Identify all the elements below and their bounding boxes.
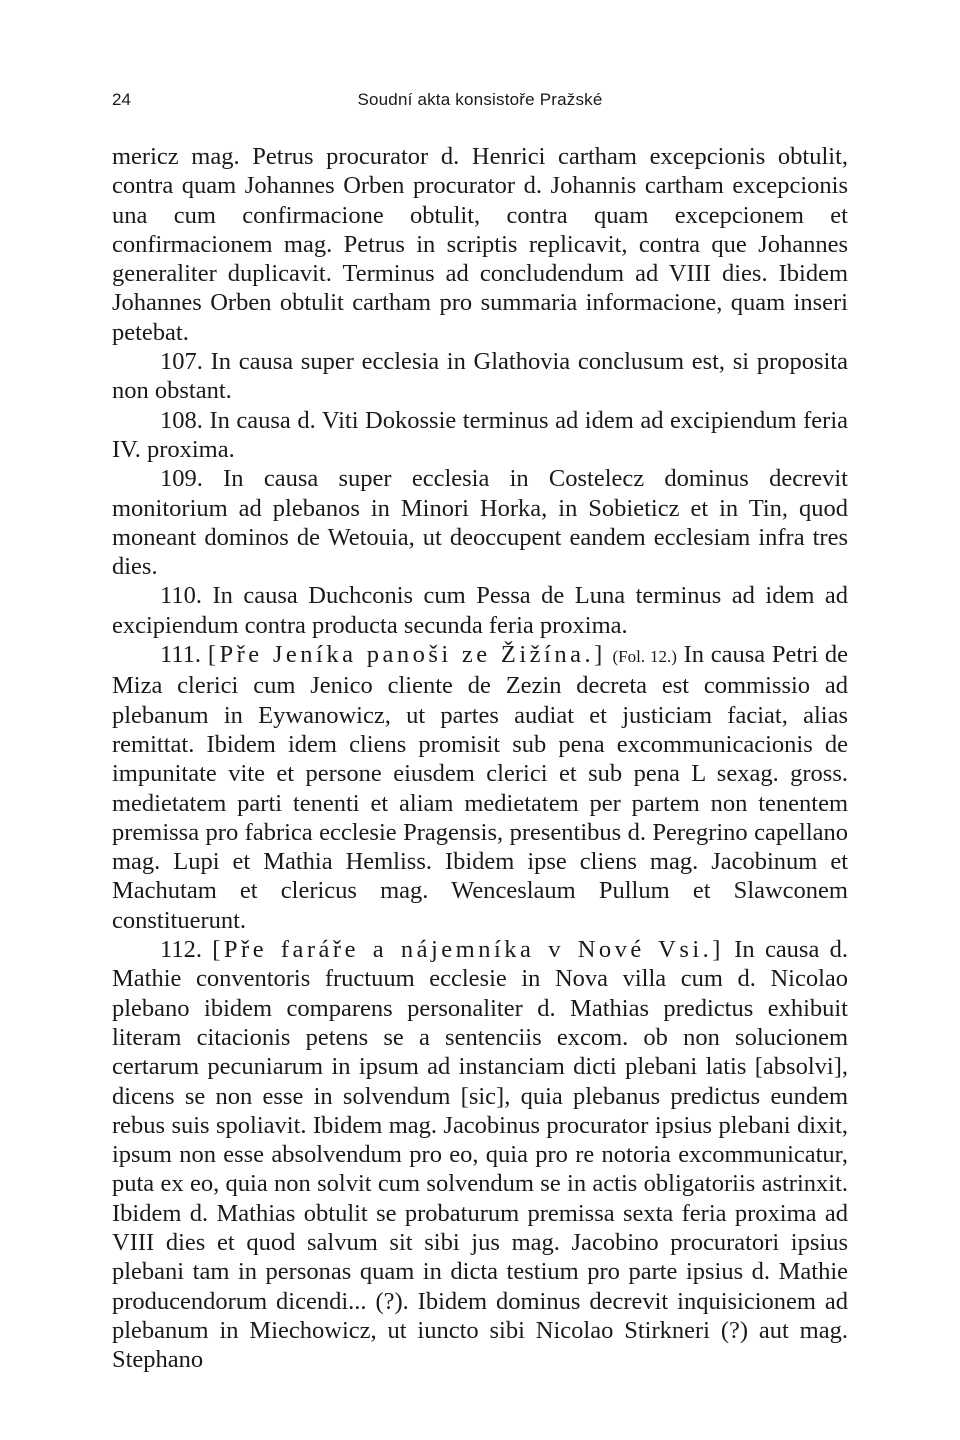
body-text <box>112 142 848 1374</box>
running-title: Soudní akta konsistoře Pražské <box>357 90 603 109</box>
paragraph-text: In causa super ecclesia in Glathovia conclusum est, si proposita non obstant. <box>112 348 848 405</box>
paragraph-heading: [Pře Jeníka panoši ze Žižína.] <box>207 641 606 669</box>
page-header <box>112 90 848 114</box>
paragraph <box>112 640 848 935</box>
paragraph-text: mericz mag. Petrus procurator d. Henrici cartham excepcionis obtulit, contra quam Johannes Orben procurator d. Johannis cartham excepcionis una cum confirmacione obtulit, contra quam excepcionem et confirmacionem mag. Petrus in scriptis replicavit, contra que Johannes generaliter duplicavit. Terminus ad concludendum ad VIII dies. Ibidem Johannes Orben obtulit cartham pro summaria informacione, quam inseri petebat. <box>112 143 848 346</box>
paragraph-number: 107. <box>160 348 203 376</box>
paragraph <box>112 581 848 640</box>
page-number: 24 <box>112 90 131 109</box>
paragraph-text: In causa Petri de Miza clerici cum Jenico cliente de Zezin decreta est commissio ad plebanum in Eywanowicz, ut partes audiat et justiciam faciat, alias remittat. Ibidem idem cliens promisit sub pena excommunicacionis de impunitate vite et persone eiusdem clerici et sub pena L sexag. gross. medietatem parti tenenti et aliam medietatem per partem non tenentem premissa pro fabrica ecclesie Pragensis, presentibus d. Peregrino capellano mag. Lupi et Mathia Hemliss. Ibidem ipse cliens mag. Jacobinum et Machutam et clericus mag. Wenceslaum Pullum et Slawconem constituerunt. <box>112 641 849 934</box>
paragraph-number: 110. <box>160 582 202 610</box>
paragraph-text: In causa super ecclesia in Costelecz dominus decrevit monitorium ad plebanos in Minori Horka, in Sobieticz et in Tin, quod moneant dominos de Wetouia, ut deoccupent eandem ecclesiam infra tres dies. <box>112 465 848 581</box>
paragraph-number: 109. <box>160 465 203 493</box>
paragraph <box>112 142 848 347</box>
paragraph <box>112 347 848 406</box>
paragraph-text: In causa d. Mathie conventoris fructuum ecclesie in Nova villa cum d. Nicolao plebano ibidem comparens personaliter d. Mathias predictus exhibuit literam citacionis petens se a sentenciis excom. ob non solucionem certarum pecuniarum in ipsum ad instanciam dicti plebani latis [absolvi], dicens se non esse in solvendum [sic], quia plebanus predictus eundem rebus suis spoliavit. Ibidem mag. Jacobinus procurator ipsius plebani dixit, ipsum non esse absolvendum pro eo, quia pro re notoria excommunicatur, puta ex eo, quia non solvit cum solvendum se in actis obligatoriis astrinxit. Ibidem d. Mathias obtulit se probaturum premissa sexta feria proxima ad VIII dies et quod salvum sit sibi jus mag. Jacobino procuratori ipsius plebani tam in personas quam in dicta testium pro parte ipsius d. Mathie producendorum dicendi... (?). Ibidem dominus decrevit inquisicionem ad plebanum in Miechowicz, ut iuncto sibi Nicolao Stirkneri (?) aut mag. Stephano <box>112 936 849 1374</box>
paragraph-number: 111. <box>160 641 202 669</box>
paragraph-heading: [Pře faráře a nájemníka v Nové Vsi.] <box>212 936 724 964</box>
paragraph <box>112 464 848 581</box>
paragraph-number: 108. <box>160 406 203 434</box>
paragraph-text: In causa d. Viti Dokossie terminus ad idem ad excipiendum feria IV. proxima. <box>112 406 848 463</box>
folio-reference: (Fol. 12.) <box>612 647 677 667</box>
paragraph-text: In causa Duchconis cum Pessa de Luna terminus ad idem ad excipiendum contra producta secunda feria proxima. <box>112 582 849 639</box>
paragraph-number: 112. <box>160 936 202 964</box>
paragraph <box>112 406 848 465</box>
paragraph <box>112 935 848 1374</box>
